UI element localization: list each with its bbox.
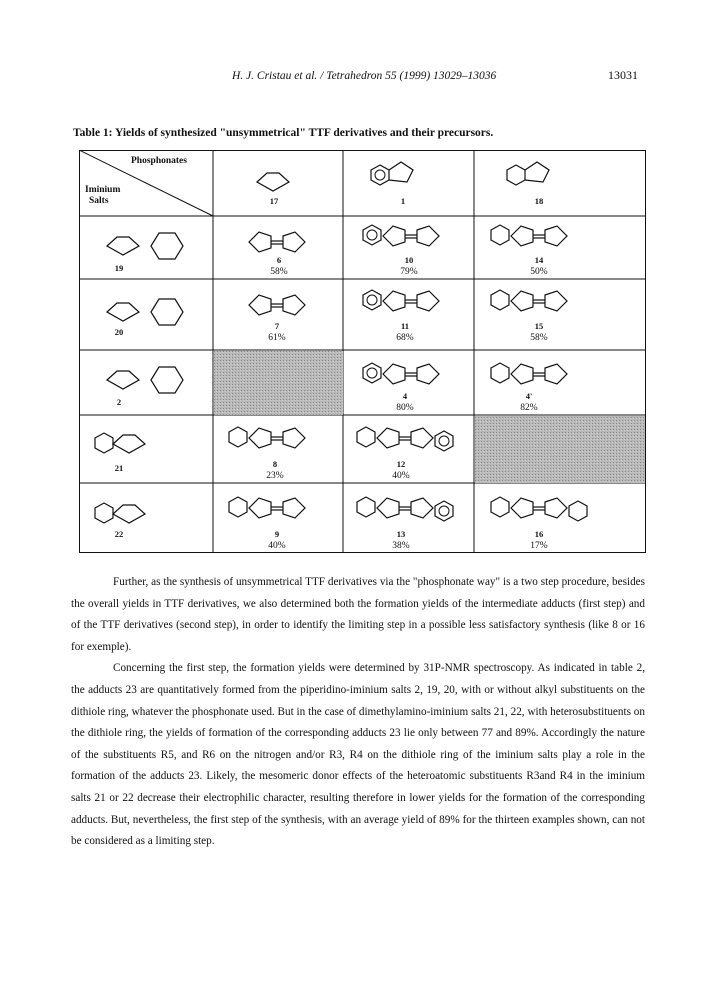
page-number: 13031 bbox=[608, 68, 638, 82]
paragraph-1: Further, as the synthesis of unsymmetrical TTF derivatives via the "phosphonate way" is a two step procedure, besides the overall yields in TTF derivatives, we also determined both the formation yields of the intermediate adducts (first step) and of the TTF derivatives (second step), in order to identify the limiting step in a possible less satisfactory synthesis (like 8 or 16 for exemple). bbox=[71, 576, 645, 653]
corner-header-iminium: Iminium bbox=[85, 185, 121, 195]
row-compound: 2 bbox=[116, 397, 122, 407]
cell-yield: 15 58% bbox=[530, 321, 548, 343]
cell-yield: 8 23% bbox=[266, 459, 284, 481]
body-text bbox=[71, 572, 645, 853]
column-compound: 18 bbox=[534, 196, 544, 206]
cell-yield: 6 58% bbox=[270, 255, 288, 277]
column-compound: 1 bbox=[400, 196, 406, 206]
table-caption: Table 1: Yields of synthesized "unsymmetrical" TTF derivatives and their precursors. bbox=[73, 127, 494, 139]
cell-yield: 13 38% bbox=[392, 529, 410, 551]
row-compound: 22 bbox=[114, 529, 124, 539]
cell-yield: 4 80% bbox=[396, 391, 414, 413]
yields-table bbox=[79, 150, 646, 553]
cell-yield: 10 79% bbox=[400, 255, 418, 277]
cell-yield: 14 50% bbox=[530, 255, 548, 277]
paragraph-2: Concerning the first step, the formation yields were determined by 31P-NMR spectroscopy. As indicated in table 2, the adducts 23 are quantitatively formed from the piperidino-iminium salts 2, 19, 20, with or without alkyl substituents on the dithiole ring, whatever the phosphonate used. But in the case of dimethylamino-iminium salts 21, 22, with heterosubstituents on the dithiole ring, the yields of formation of the corresponding adducts 23 lie only between 77 and 89%. Accordingly the nature of the substituents R5, and R6 on the nitrogen and/or R3, R4 on the dithiole ring of the iminium salts play a role in the formation of the adducts 23. Likely, the mesomeric donor effects of the heteroatomic substituents R3and R4 in the iminium salts 21 or 22 decrease their electrophilic character, resulting therefore in lower yields for the formation of the corresponding adducts. But, nevertheless, the first step of the synthesis, with an average yield of 89% for the thirteen examples shown, can not be considered as a limiting step. bbox=[71, 662, 645, 848]
corner-header-salts: Salts bbox=[89, 196, 109, 206]
running-head: H. J. Cristau et al. / Tetrahedron 55 (1999) 13029–13036 bbox=[232, 70, 497, 82]
cell-yield: 12 40% bbox=[392, 459, 410, 481]
row-compound: 19 bbox=[114, 263, 124, 273]
column-compound: 17 bbox=[269, 196, 279, 206]
cell-yield: 7 61% bbox=[268, 321, 286, 343]
cell-yield: 4' 82% bbox=[520, 391, 538, 413]
row-compound: 20 bbox=[114, 327, 124, 337]
corner-header-phosphonates: Phosphonates bbox=[131, 156, 187, 166]
cell-yield: 9 40% bbox=[268, 529, 286, 551]
cell-yield: 11 68% bbox=[396, 321, 414, 343]
row-compound: 21 bbox=[114, 463, 124, 473]
cell-yield: 16 17% bbox=[530, 529, 548, 551]
table-grid bbox=[79, 150, 646, 553]
